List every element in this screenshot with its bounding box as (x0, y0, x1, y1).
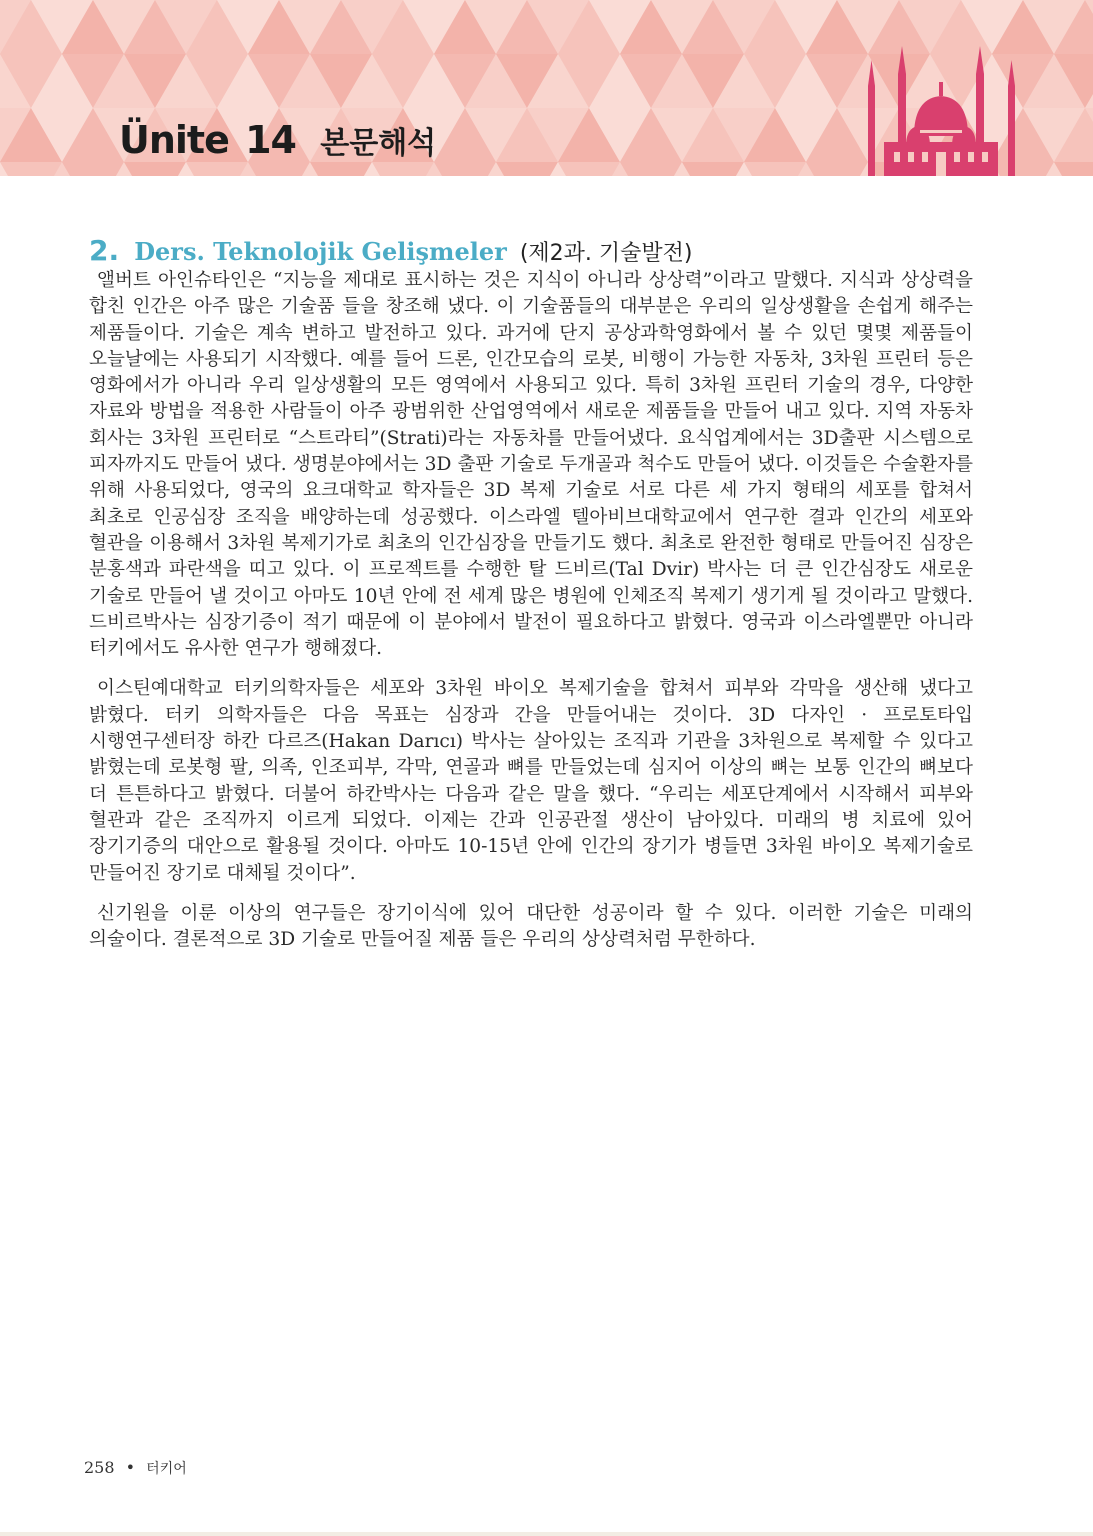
bottom-border (0, 1532, 1093, 1536)
unit-number: 14 (245, 118, 296, 162)
page-footer (84, 1458, 187, 1478)
unit-subtitle: 본문해석 (320, 126, 437, 161)
mosque-icon (858, 38, 1024, 176)
paragraph: 앨버트 아인슈타인은 “지능을 제대로 표시하는 것은 지식이 아니라 상상력”이라고 말했다. 지식과 상상력을 합친 인간은 아주 많은 기술품 들을 창조해 냈다. 이 기술품들의 대부분은 우리의 일상생활을 손쉽게 해주는 제품들이다. 기술은 계속 변하고 발전하고 있다. 과거에 단지 공상과학영화에서 볼 수 있던 몇몇 제품들이 오늘날에는 사용되기 시작했다. 예를 들어 드론, 인간모습의 로봇, 비행이 가능한 자동차, 3차원 프린터 등은 영화에서가 아니라 우리 일상생활의 모든 영역에서 사용되고 있다. 특히 3차원 프린터 기술의 경우, 다양한 자료와 방법을 적용한 사람들이 아주 광범위한 산업영역에서 새로운 제품들을 만들어 내고 있다. 지역 자동차 회사는 3차원 프린터로 “스트라티”(Strati)라는 자동차를 만들어냈다. 요식업계에서는 3D출판 시스템으로 피자까지도 만들어 냈다. 생명분야에서는 3D 출판 기술로 두개골과 척수도 만들어 냈다. 이것들은 수술환자를 위해 사용되었다, 영국의 요크대학교 학자들은 3D 복제 기술로 서로 다른 세 가지 형태의 세포를 합쳐서 최초로 인공심장 조직을 배양하는데 성공했다. 이스라엘 텔아비브대학교에서 연구한 결과 인간의 세포와 혈관을 이용해서 3차원 복제기가로 최초의 인간심장을 만들기도 했다. 최초로 완전한 형태로 만들어진 심장은 분홍색과 파란색을 띠고 있다. 이 프로젝트를 수행한 탈 드비르(Tal Dvir) 박사는 더 큰 인간심장도 새로운 기술로 만들어 낼 것이고 아마도 10년 안에 전 세계 많은 병원에 인체조직 복제기 생기게 될 것이라고 말했다. 드비르박사는 심장기증이 적기 때문에 이 분야에서 발전이 필요하다고 밝혔다. 영국과 이스라엘뿐만 아니라 터키에서도 유사한 연구가 행해졌다. (89, 270, 973, 660)
book-name: 터키어 (146, 1461, 187, 1477)
footer-separator: • (125, 1458, 136, 1477)
paragraph: 신기원을 이룬 이상의 연구들은 장기이식에 있어 대단한 성공이라 할 수 있다. 이러한 기술은 미래의 의술이다. 결론적으로 3D 기술로 만들어질 제품 들은 우리의 상상력처럼 무한하다. (89, 902, 973, 951)
header-banner (0, 0, 1093, 176)
paragraph: 이스틴예대학교 터키의학자들은 세포와 3차원 바이오 복제기술을 합쳐서 피부와 각막을 생산해 냈다고 밝혔다. 터키 의학자들은 다음 목표는 심장과 간을 만들어내는 것이다. 3D 다자인 · 프로토타입 시행연구센터장 하칸 다르즈(Hakan Darıcı) 박사는 살아있는 조직과 기관을 3차원으로 복제할 수 있다고 밝혔는데 로봇형 팔, 의족, 인조피부, 각막, 연골과 뼈를 만들었는데 심지어 이상의 뼈는 보통 인간의 뼈보다 더 튼튼하다고 밝혔다. 더불어 하칸박사는 다음과 같은 말을 했다. “우리는 세포단계에서 시작해서 피부와 혈관과 같은 조직까지 이르게 되었다. 이제는 간과 인공관절 생산이 남아있다. 미래의 병 치료에 있어 장기기증의 대안으로 활용될 것이다. 아마도 10-15년 안에 인간의 장기가 병들면 3차원 바이오 복제기술로 만들어진 장기로 대체될 것이다”. (89, 678, 973, 884)
lesson-title: Ders. Teknolojik Gelişmeler (134, 237, 507, 266)
unit-title (119, 118, 436, 162)
unit-word: Ünite (119, 118, 229, 162)
lesson-heading (89, 234, 693, 267)
page-number: 258 (84, 1458, 115, 1477)
lesson-subtitle: (제2과. 기술발전) (519, 241, 693, 266)
lesson-number: 2. (89, 234, 120, 267)
body-text (89, 268, 973, 967)
